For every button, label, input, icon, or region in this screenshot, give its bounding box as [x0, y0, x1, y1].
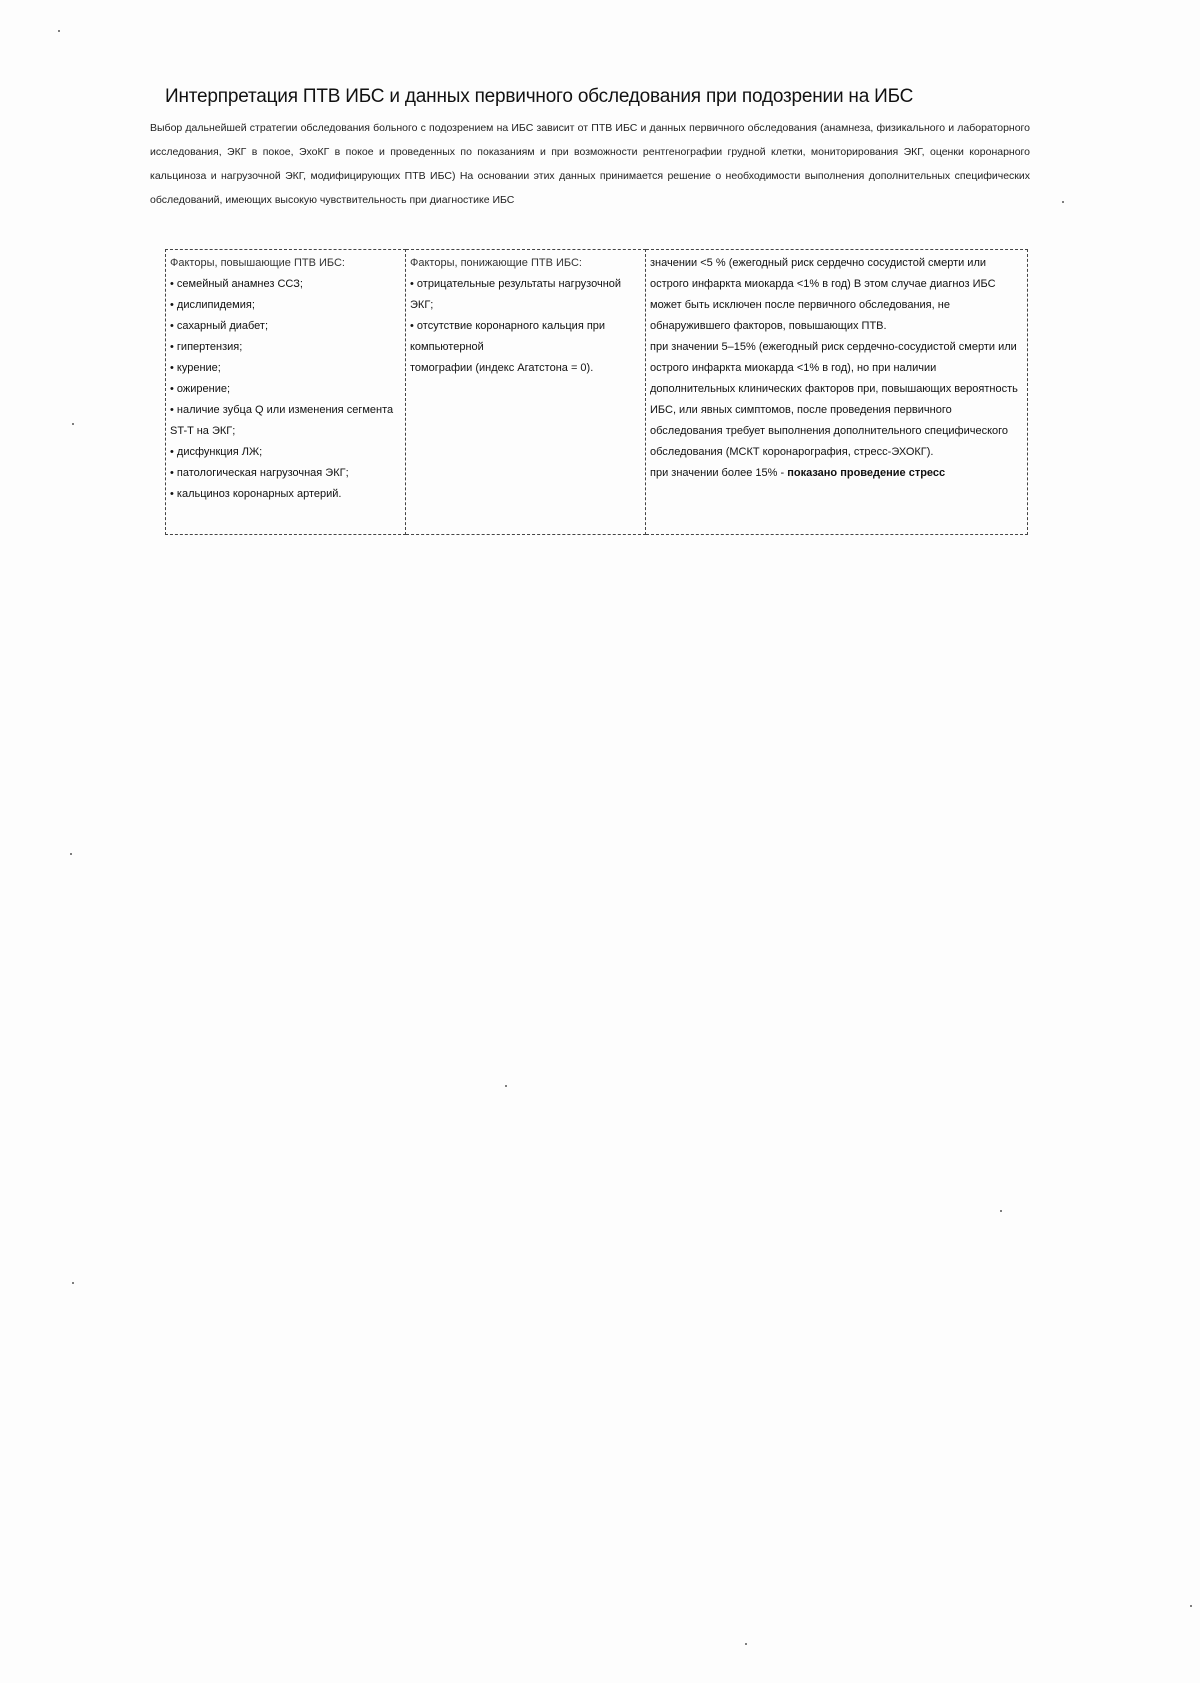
list-item: • отсутствие коронарного кальция при компьютерной [410, 320, 606, 353]
table-row [166, 250, 1028, 535]
scan-speck [70, 853, 72, 855]
interpretation-high-prefix: при значении более 15% - [650, 467, 788, 479]
list-item: • сахарный диабет; [170, 320, 269, 332]
increasing-factors-list [170, 274, 401, 505]
list-item: • кальциноз коронарных артерий. [170, 488, 342, 500]
list-item: • семейный анамнез ССЗ; [170, 278, 303, 290]
scan-speck [1000, 1210, 1002, 1212]
list-item: • ожирение; [170, 383, 231, 395]
list-item: • наличие зубца Q или изменения сегмента ST-T на ЭКГ; [170, 404, 394, 437]
ptv-table [165, 249, 1028, 535]
scan-speck [745, 1643, 747, 1645]
decreasing-factors-cell [406, 250, 646, 535]
increasing-factors-header: Факторы, повышающие ПТВ ИБС: [170, 257, 345, 269]
list-item: • дисфункция ЛЖ; [170, 446, 263, 458]
scan-speck [505, 1085, 507, 1087]
list-item: • патологическая нагрузочная ЭКГ; [170, 467, 349, 479]
decreasing-factors-header: Факторы, понижающие ПТВ ИБС: [410, 257, 582, 269]
list-item: томографии (индекс Агатстона = 0). [410, 362, 594, 374]
list-item: • отрицательные результаты нагрузочной [410, 278, 622, 290]
list-item: • курение; [170, 362, 221, 374]
list-item: • дислипидемия; [170, 299, 255, 311]
scan-speck [58, 30, 60, 32]
interpretation-medium: при значении 5–15% (ежегодный риск сердечно-сосудистой смерти или острого инфаркта миокарда <1% в год), но при наличии дополнительных клинических факторов при, повышающих вероятность ИБС, или явных симптомов, после проведения первичного обследования требует выполнения дополнительного специфического обследования (МСКТ коронарография, стресс-ЭХОКГ). [650, 341, 1018, 458]
scan-speck [1062, 201, 1064, 203]
decreasing-factors-list [410, 274, 641, 379]
scan-speck [72, 1282, 74, 1284]
interpretation-high [650, 463, 1023, 484]
interpretation-low: значении <5 % (ежегодный риск сердечно сосудистой смерти или острого инфаркта миокарда <1% в год) В этом случае диагноз ИБС может быть исключен после первичного обследования, не обнаружившего факторов, повышающих ПТВ. [650, 257, 996, 332]
increasing-factors-cell [166, 250, 406, 535]
scan-speck [72, 423, 74, 425]
list-item: ЭКГ; [410, 299, 434, 311]
list-item: • гипертензия; [170, 341, 243, 353]
interpretation-high-bold: показано проведение стресс [787, 467, 946, 479]
scan-speck [1190, 1605, 1192, 1607]
intro-paragraph: Выбор дальнейшей стратегии обследования больного с подозрением на ИБС зависит от ПТВ ИБС и данных первичного обследования (анамнеза, физикального и лабораторного исследования, ЭКГ в покое, ЭхоКГ в покое и проведенных по показаниям и при возможности рентгенографии грудной клетки, мониторирования ЭКГ, оценки коронарного кальциноза и нагрузочной ЭКГ, модифицирующих ПТВ ИБС) На основании этих данных принимается решение о необходимости выполнения дополнительных специфических обследований, имеющих высокую чувствительность при диагностике ИБС [150, 122, 1030, 206]
document-heading: Интерпретация ПТВ ИБС и данных первичного обследования при подозрении на ИБС [165, 86, 914, 107]
interpretation-cell [646, 250, 1028, 535]
